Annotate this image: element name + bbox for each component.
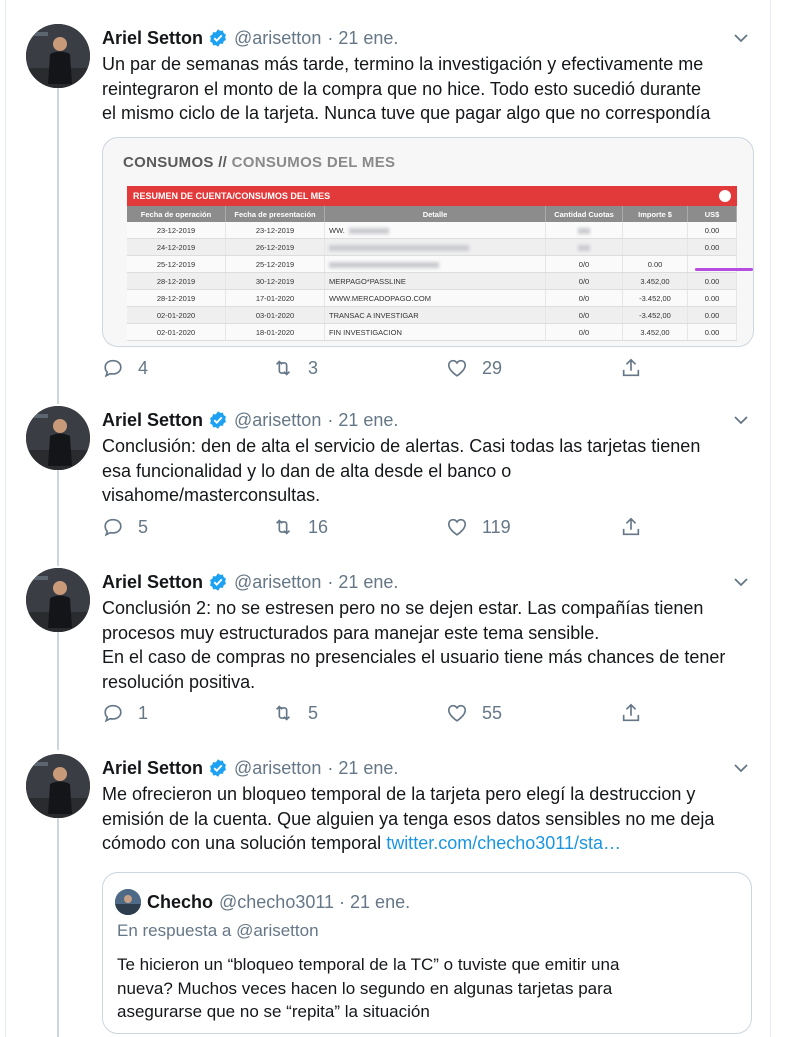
table-cell (325, 239, 546, 256)
tweet-date[interactable]: · 21 ene. (327, 27, 399, 48)
statement-screenshot[interactable] (102, 137, 754, 347)
table-cell: 0.00 (688, 307, 737, 324)
like-count: 29 (482, 357, 503, 378)
quoted-tweet[interactable] (102, 872, 752, 1034)
tweet-text-line: emisión de la cuenta. Que alguien ya tenga esos datos sensibles no me deja (102, 808, 715, 829)
tweet-actions (102, 357, 662, 387)
table-cell: 0/0 (546, 273, 623, 290)
tweet-text (102, 782, 752, 856)
statement-bar (127, 186, 737, 206)
retweet-count: 3 (308, 357, 319, 378)
table-cell: 0/0 (546, 307, 623, 324)
table-cell (623, 222, 688, 239)
tweet-actions (102, 516, 662, 546)
tweet-text (102, 596, 752, 694)
chevron-down-icon (719, 190, 731, 202)
retweet-icon (272, 357, 294, 379)
table-cell: MERPAGO*PASSLINE (325, 273, 546, 290)
table-cell: 18-01-2020 (226, 324, 325, 341)
quoted-tweet-header (147, 889, 410, 915)
table-row (127, 307, 737, 324)
table-cell: 28-12-2019 (127, 273, 226, 290)
retweet-icon (272, 516, 294, 538)
verified-icon (208, 758, 228, 778)
table-cell: 0/0 (546, 256, 623, 273)
table-header-row (127, 206, 737, 222)
reply-button[interactable] (102, 516, 148, 538)
redacted-text (349, 228, 389, 234)
column-header: Detalle (325, 206, 546, 222)
retweet-icon (272, 702, 294, 724)
share-button[interactable] (620, 702, 656, 724)
redacted-text (578, 228, 590, 234)
table-cell: 0/0 (546, 324, 623, 341)
table-cell: 3.452,00 (623, 324, 688, 341)
table-cell (325, 222, 546, 239)
tweet-text-line: procesos muy estructurados para manejar este tema sensible. (102, 622, 600, 643)
verified-icon (208, 410, 228, 430)
table-cell: 28-12-2019 (127, 290, 226, 307)
table-row (127, 273, 737, 290)
tweet[interactable] (0, 24, 770, 394)
statement-table (127, 206, 737, 341)
tweet-text-line: Un par de semanas más tarde, termino la investigación y efectivamente me (102, 54, 704, 74)
table-cell: 0.00 (623, 256, 688, 273)
tweet-text-line: Conclusión 2: no se estresen pero no se dejen estar. Las compañías tienen (102, 598, 704, 618)
author-name[interactable]: Ariel Setton (102, 409, 204, 430)
quoted-text-line: Te hicieron un “bloqueo temporal de la TC” o tuviste que emitir una (117, 955, 620, 974)
table-cell (546, 239, 623, 256)
timeline-border-right (770, 0, 771, 1037)
redacted-text (329, 262, 439, 268)
reply-button[interactable] (102, 357, 148, 379)
table-cell: 0/0 (546, 290, 623, 307)
avatar[interactable] (26, 406, 90, 470)
column-header: Fecha de operación (127, 206, 226, 222)
quoted-author-handle[interactable]: @checho3011 · 21 ene. (219, 891, 411, 912)
like-button[interactable] (446, 357, 502, 379)
table-cell (623, 239, 688, 256)
reply-icon (102, 357, 124, 379)
table-cell: 02-01-2020 (127, 307, 226, 324)
tweet-header (102, 24, 398, 52)
table-row (127, 324, 737, 341)
table-cell: 23-12-2019 (226, 222, 325, 239)
table-cell: 02-01-2020 (127, 324, 226, 341)
statement-bar-title: RESUMEN DE CUENTA/CONSUMOS DEL MES (133, 191, 331, 201)
quoted-author-name[interactable]: Checho (147, 891, 214, 912)
tweet-text-line: visahome/masterconsultas. (102, 485, 321, 505)
share-button[interactable] (620, 516, 656, 538)
tweet-text-line: Conclusión: den de alta el servicio de alertas. Casi todas las tarjetas tienen (102, 436, 701, 456)
retweet-button[interactable] (272, 516, 328, 538)
tweet-header (102, 406, 398, 434)
redacted-text (578, 245, 590, 251)
tweet-text-line: Me ofrecieron un bloqueo temporal de la tarjeta pero elegí la destruccion y (102, 784, 696, 804)
quoted-text-line: nueva? Muchos veces hacen lo segundo en algunas tarjetas para (117, 978, 613, 998)
reply-button[interactable] (102, 702, 148, 724)
tweet-date[interactable]: · 21 ene. (327, 571, 399, 592)
table-cell (546, 222, 623, 239)
reply-context: En respuesta a @arisetton (117, 921, 319, 940)
table-cell: -3.452,00 (623, 290, 688, 307)
statement-title-part2: CONSUMOS DEL MES (231, 154, 396, 171)
tweet-text-line: el mismo ciclo de la tarjeta. Nunca tuve que pagar algo que no correspondía (102, 103, 711, 123)
table-cell: 24-12-2019 (127, 239, 226, 256)
table-cell (325, 256, 546, 273)
retweet-count: 5 (308, 702, 319, 723)
chevron-down-icon[interactable] (733, 30, 749, 46)
author-handle[interactable]: @arisetton (234, 571, 322, 592)
verified-icon (208, 28, 228, 48)
share-icon (620, 702, 642, 724)
tweet-text-fragment: cómodo con una solución temporal (102, 833, 382, 853)
cell-text: WW. (329, 225, 345, 235)
chevron-down-icon[interactable] (733, 412, 749, 428)
table-row (127, 239, 737, 256)
table-cell: 0.00 (688, 290, 737, 307)
like-button[interactable] (446, 516, 511, 538)
chevron-down-icon[interactable] (733, 760, 749, 776)
table-cell: FIN INVESTIGACION (325, 324, 546, 341)
reply-count: 5 (138, 516, 149, 537)
table-cell: 23-12-2019 (127, 222, 226, 239)
author-name[interactable]: Ariel Setton (102, 27, 204, 48)
avatar[interactable] (115, 889, 141, 915)
author-handle[interactable]: @arisetton (234, 27, 322, 48)
like-icon (446, 357, 468, 379)
redacted-text (329, 245, 469, 251)
table-cell: 0.00 (688, 273, 737, 290)
share-button[interactable] (620, 357, 656, 379)
statement-title-part1: CONSUMOS // (123, 154, 228, 171)
share-icon (620, 357, 642, 379)
table-row (127, 222, 737, 239)
avatar[interactable] (26, 754, 90, 818)
tweet-text (102, 52, 752, 126)
tweet-text-line: resolución positiva. (102, 671, 256, 692)
tweet-actions (102, 702, 662, 732)
like-button[interactable] (446, 702, 502, 724)
quoted-text-line: asegurarse que no se “repita” la situación (117, 1002, 430, 1021)
table-row (127, 290, 737, 307)
tweet-date[interactable]: · 21 ene. (327, 409, 399, 430)
table-cell: 17-01-2020 (226, 290, 325, 307)
author-name[interactable]: Ariel Setton (102, 571, 204, 592)
like-count: 119 (482, 516, 511, 537)
author-handle[interactable]: @arisetton (234, 409, 322, 430)
column-header: US$ (688, 206, 737, 222)
reply-count: 1 (138, 702, 149, 723)
retweet-count: 16 (308, 516, 329, 537)
author-handle[interactable]: @arisetton (234, 757, 322, 778)
table-cell: 25-12-2019 (226, 256, 325, 273)
tweet-text-line (102, 831, 752, 856)
tweet-text-line: En el caso de compras no presenciales el usuario tiene más chances de tener (102, 647, 726, 667)
like-count: 55 (482, 702, 503, 723)
tweet-link[interactable]: twitter.com/checho3011/sta… (386, 833, 621, 853)
table-cell: 0.00 (688, 239, 737, 256)
column-header: Importe $ (623, 206, 688, 222)
reply-icon (102, 702, 124, 724)
like-icon (446, 702, 468, 724)
tweet[interactable] (0, 406, 770, 556)
author-name[interactable]: Ariel Setton (102, 757, 204, 778)
table-cell: TRANSAC A INVESTIGAR (325, 307, 546, 324)
table-cell: 25-12-2019 (127, 256, 226, 273)
table-cell: 26-12-2019 (226, 239, 325, 256)
tweet[interactable] (0, 568, 770, 740)
retweet-button[interactable] (272, 702, 318, 724)
tweet-header (102, 568, 398, 596)
quoted-tweet-text (117, 953, 737, 1024)
table-row (127, 256, 737, 273)
like-icon (446, 516, 468, 538)
statement-title (123, 154, 395, 171)
chevron-down-icon[interactable] (733, 574, 749, 590)
table-cell: -3.452,00 (623, 307, 688, 324)
retweet-button[interactable] (272, 357, 318, 379)
tweet[interactable] (0, 754, 770, 1037)
tweet-date[interactable]: · 21 ene. (327, 757, 399, 778)
avatar[interactable] (26, 568, 90, 632)
highlight-underline (695, 268, 753, 271)
avatar[interactable] (26, 24, 90, 88)
column-header: Fecha de presentación (226, 206, 325, 222)
share-icon (620, 516, 642, 538)
tweet-text (102, 434, 752, 508)
table-cell: 0.00 (688, 324, 737, 341)
tweet-header (102, 754, 398, 782)
table-cell: 03-01-2020 (226, 307, 325, 324)
table-cell: 3.452,00 (623, 273, 688, 290)
table-cell: 30-12-2019 (226, 273, 325, 290)
table-cell: WWW.MERCADOPAGO.COM (325, 290, 546, 307)
tweet-text-line: esa funcionalidad y lo dan de alta desde el banco o (102, 460, 512, 481)
table-cell: 0.00 (688, 222, 737, 239)
column-header: Cantidad Cuotas (546, 206, 623, 222)
verified-icon (208, 572, 228, 592)
reply-icon (102, 516, 124, 538)
tweet-text-line: reintegraron el monto de la compra que no hice. Todo esto sucedió durante (102, 78, 702, 99)
reply-count: 4 (138, 357, 149, 378)
